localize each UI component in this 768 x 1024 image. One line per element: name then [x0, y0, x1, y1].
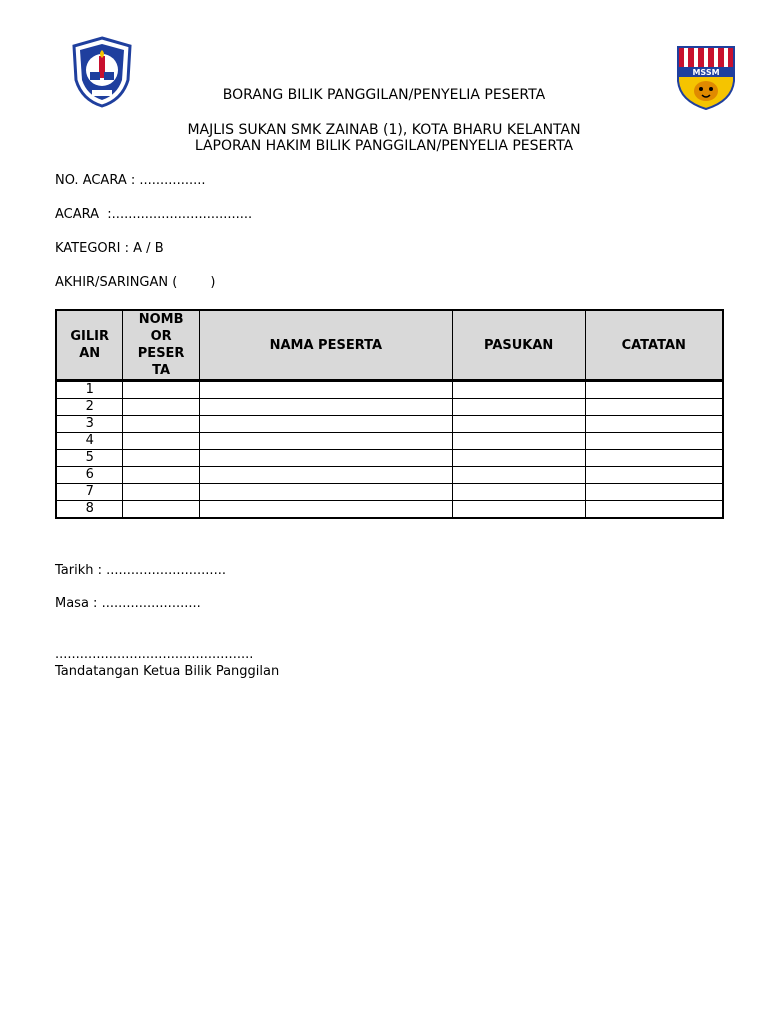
empty-cell	[123, 399, 199, 416]
masa-field: Masa : ........................	[55, 596, 201, 611]
table-row	[56, 501, 723, 519]
empty-cell	[452, 484, 585, 501]
empty-cell	[123, 433, 199, 450]
row-number: 8	[56, 501, 123, 519]
report-title: LAPORAN HAKIM BILIK PANGGILAN/PENYELIA PESERTA	[194, 138, 574, 154]
empty-cell	[199, 416, 452, 433]
header-text: PESER	[137, 346, 185, 361]
empty-cell	[585, 433, 723, 450]
table-row	[56, 399, 723, 416]
header-text: NOMB	[138, 312, 184, 327]
header-text: TA	[152, 363, 171, 378]
empty-cell	[452, 381, 585, 399]
col-header-nombor-peserta	[123, 310, 199, 381]
empty-cell	[452, 399, 585, 416]
row-number: 6	[56, 467, 123, 484]
table-row	[56, 433, 723, 450]
empty-cell	[585, 450, 723, 467]
header-text: NAMA PESERTA	[269, 337, 383, 353]
col-header-pasukan	[452, 310, 585, 381]
row-number: 1	[56, 381, 123, 399]
acara-field: ACARA :..................................	[55, 207, 253, 222]
empty-cell	[585, 381, 723, 399]
empty-cell	[452, 467, 585, 484]
empty-cell	[199, 381, 452, 399]
empty-cell	[199, 501, 452, 519]
table-row	[56, 381, 723, 399]
council-title: MAJLIS SUKAN SMK ZAINAB (1), KOTA BHARU KELANTAN	[187, 122, 581, 138]
header-text: PASUKAN	[483, 337, 554, 353]
empty-cell	[199, 399, 452, 416]
table-row	[56, 450, 723, 467]
signature-line: ................................................	[55, 647, 254, 662]
empty-cell	[585, 399, 723, 416]
empty-cell	[123, 484, 199, 501]
empty-cell	[199, 450, 452, 467]
table-row	[56, 416, 723, 433]
no-acara-field: NO. ACARA : ................	[55, 173, 206, 188]
table-row	[56, 484, 723, 501]
col-header-catatan	[585, 310, 723, 381]
empty-cell	[585, 416, 723, 433]
empty-cell	[123, 416, 199, 433]
header-text: CATATAN	[621, 337, 686, 353]
form-title: BORANG BILIK PANGGILAN/PENYELIA PESERTA	[222, 87, 546, 103]
empty-cell	[123, 467, 199, 484]
empty-cell	[199, 484, 452, 501]
col-header-nama-peserta	[199, 310, 452, 381]
participant-table	[55, 309, 724, 519]
table-row	[56, 467, 723, 484]
akhir-saringan-field: AKHIR/SARINGAN ( )	[55, 275, 216, 290]
empty-cell	[199, 433, 452, 450]
empty-cell	[123, 450, 199, 467]
row-number: 5	[56, 450, 123, 467]
row-number: 3	[56, 416, 123, 433]
table-header-row	[56, 310, 723, 381]
header-text: AN	[79, 346, 101, 361]
header-text: GILIR	[70, 329, 110, 344]
empty-cell	[452, 433, 585, 450]
signature-label: Tandatangan Ketua Bilik Panggilan	[55, 664, 280, 679]
row-number: 7	[56, 484, 123, 501]
row-number: 2	[56, 399, 123, 416]
mssm-logo-text: MSSM	[692, 68, 720, 77]
empty-cell	[123, 381, 199, 399]
empty-cell	[585, 484, 723, 501]
kategori-field: KATEGORI : A / B	[55, 241, 164, 256]
row-number: 4	[56, 433, 123, 450]
empty-cell	[452, 416, 585, 433]
empty-cell	[452, 450, 585, 467]
empty-cell	[199, 467, 452, 484]
header-text: OR	[150, 329, 172, 344]
empty-cell	[123, 501, 199, 519]
empty-cell	[585, 467, 723, 484]
col-header-giliran	[56, 310, 123, 381]
empty-cell	[452, 501, 585, 519]
tarikh-field: Tarikh : .............................	[55, 563, 226, 578]
empty-cell	[585, 501, 723, 519]
